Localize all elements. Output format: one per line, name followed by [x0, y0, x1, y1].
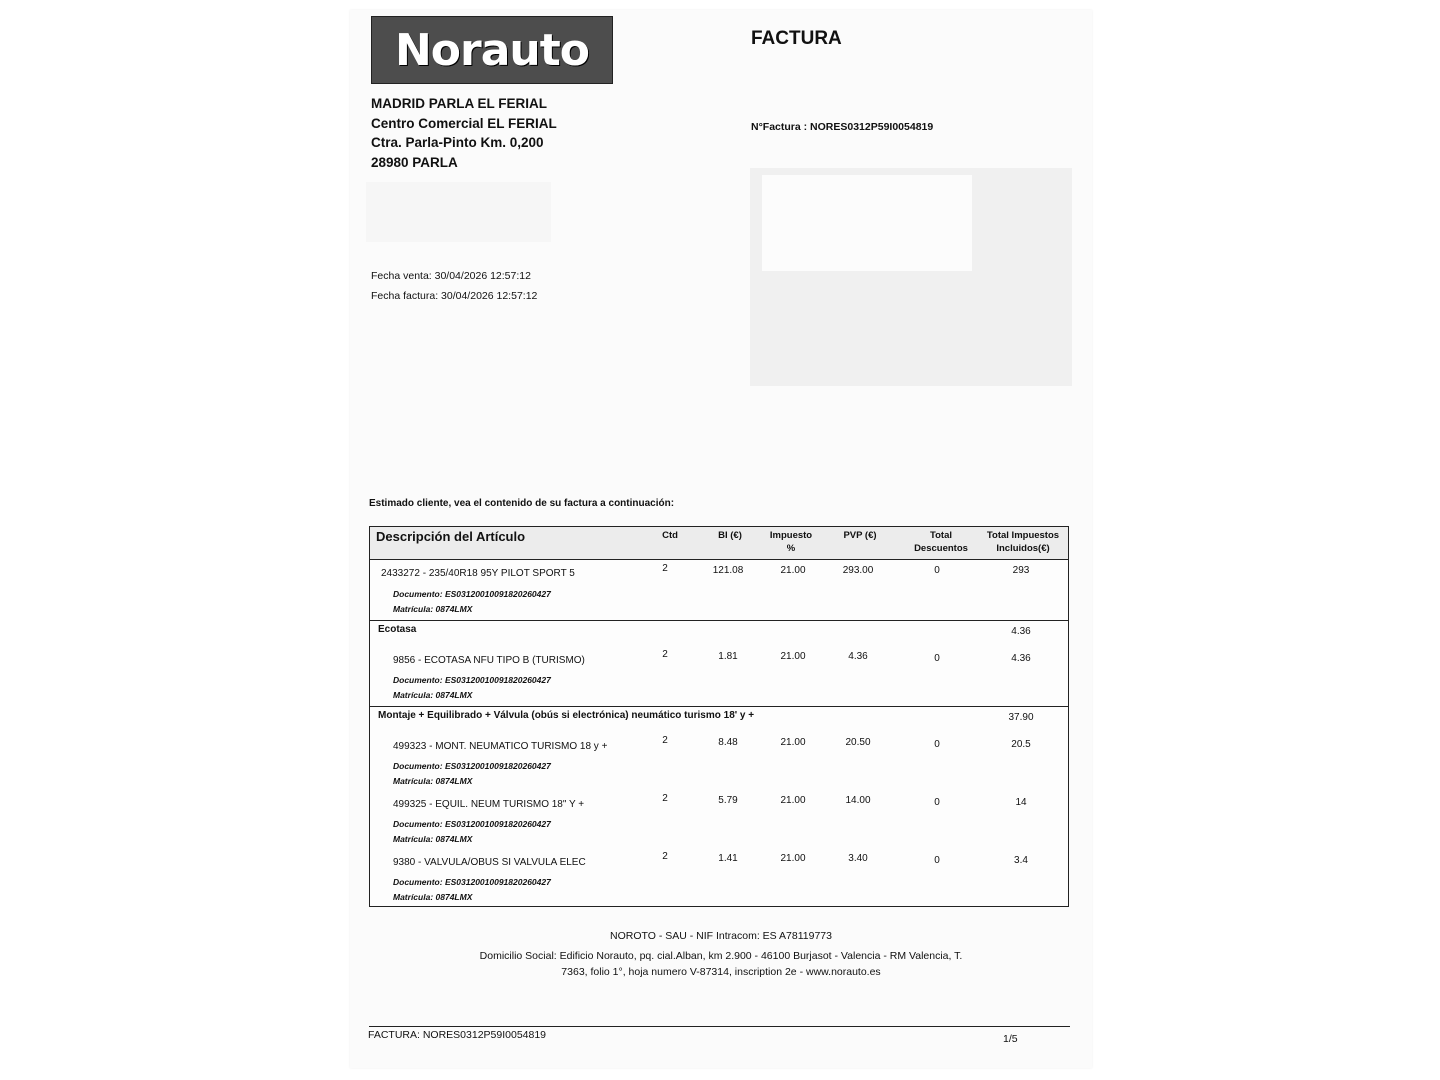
item-matricula: Matrícula: 0874LMX — [393, 776, 473, 786]
item-documento: Documento: ES03120010091820260427 — [393, 589, 551, 599]
table-header — [370, 527, 1068, 560]
item-pvp: 20.50 — [845, 737, 871, 748]
footer-company: NOROTO - SAU - NIF Intracom: ES A78119773 — [610, 930, 832, 942]
item-description: 2433272 - 235/40R18 95Y PILOT SPORT 5 — [381, 568, 575, 579]
item-matricula: Matrícula: 0874LMX — [393, 604, 473, 614]
footer-divider — [369, 1026, 1070, 1027]
item-discount: 0 — [934, 797, 940, 808]
item-total: 3.4 — [1014, 855, 1028, 866]
redacted-customer-text — [762, 175, 972, 271]
store-mall: Centro Comercial EL FERIAL — [371, 115, 557, 131]
item-qty: 2 — [662, 793, 668, 804]
item-documento: Documento: ES03120010091820260427 — [393, 819, 551, 829]
item-total: 4.36 — [1011, 653, 1031, 664]
item-matricula: Matrícula: 0874LMX — [393, 690, 473, 700]
page-number: 1/5 — [1003, 1033, 1018, 1045]
item-description: 9380 - VALVULA/OBUS SI VALVULA ELEC — [393, 857, 586, 868]
group-total-montaje: 37.90 — [1008, 712, 1034, 723]
item-matricula: Matrícula: 0874LMX — [393, 834, 473, 844]
item-qty: 2 — [662, 735, 668, 746]
intro-text: Estimado cliente, vea el contenido de su factura a continuación: — [369, 498, 675, 509]
item-total: 20.5 — [1011, 739, 1031, 750]
store-road: Ctra. Parla-Pinto Km. 0,200 — [371, 135, 544, 150]
header-tax-line1: Impuesto — [769, 530, 813, 541]
header-pvp: PVP (€) — [843, 530, 877, 541]
item-tax: 21.00 — [780, 651, 806, 662]
item-tax: 21.00 — [780, 795, 806, 806]
item-qty: 2 — [662, 563, 668, 574]
document-title: FACTURA — [751, 28, 842, 49]
header-tax-line2: % — [786, 543, 796, 554]
item-documento: Documento: ES03120010091820260427 — [393, 877, 551, 887]
norauto-logo — [371, 16, 613, 84]
item-total: 14 — [1015, 797, 1027, 808]
invoice-date: Fecha factura: 30/04/2026 12:57:12 — [371, 290, 538, 302]
invoice-page — [350, 10, 1092, 1068]
item-matricula: Matrícula: 0874LMX — [393, 892, 473, 902]
item-description: 499325 - EQUIL. NEUM TURISMO 18" Y + — [393, 799, 585, 810]
header-qty: Ctd — [662, 530, 678, 541]
item-discount: 0 — [934, 565, 940, 576]
item-discount: 0 — [934, 855, 940, 866]
item-description: 9856 - ECOTASA NFU TIPO B (TURISMO) — [393, 655, 585, 666]
item-pvp: 4.36 — [848, 651, 868, 662]
item-tax: 21.00 — [780, 565, 806, 576]
item-bi: 5.79 — [718, 795, 738, 806]
header-total — [980, 529, 1066, 555]
footer-invoice-ref: FACTURA: NORES0312P59I0054819 — [368, 1029, 547, 1041]
row-separator — [370, 706, 1068, 707]
header-total-line2: Incluidos(€) — [996, 543, 1050, 554]
group-title-montaje: Montaje + Equilibrado + Válvula (obús si electrónica) neumático turismo 18' y + — [378, 710, 755, 721]
invoice-number: N°Factura : NORES0312P59I0054819 — [751, 121, 934, 133]
items-table — [369, 526, 1069, 907]
item-bi: 8.48 — [718, 737, 738, 748]
redacted-store-info — [366, 182, 551, 242]
row-separator — [370, 620, 1068, 621]
item-qty: 2 — [662, 851, 668, 862]
group-total-ecotasa: 4.36 — [1011, 626, 1031, 637]
store-city: 28980 PARLA — [371, 154, 458, 170]
item-pvp: 293.00 — [842, 565, 874, 576]
item-bi: 1.81 — [718, 651, 738, 662]
header-description: Descripción del Artículo — [376, 529, 526, 544]
item-description: 499323 - MONT. NEUMATICO TURISMO 18 y + — [393, 741, 608, 752]
item-tax: 21.00 — [780, 853, 806, 864]
header-discounts-line2: Descuentos — [914, 543, 968, 554]
store-name: MADRID PARLA EL FERIAL — [371, 96, 547, 111]
item-documento: Documento: ES03120010091820260427 — [393, 675, 551, 685]
item-discount: 0 — [934, 653, 940, 664]
item-discount: 0 — [934, 739, 940, 750]
item-documento: Documento: ES03120010091820260427 — [393, 761, 551, 771]
group-title-ecotasa: Ecotasa — [378, 624, 417, 635]
item-pvp: 14.00 — [845, 795, 871, 806]
item-total: 293 — [1012, 565, 1030, 576]
logo-text: Norauto — [394, 24, 590, 76]
footer-address-line2: 7363, folio 1°, hoja numero V-87314, inscription 2e - www.norauto.es — [561, 966, 881, 978]
header-total-line1: Total Impuestos — [986, 530, 1060, 541]
footer-address-line1: Domicilio Social: Edificio Norauto, pq. cial.Alban, km 2.900 - 46100 Burjasot - Valencia - RM Valencia, T. — [479, 950, 963, 962]
item-pvp: 3.40 — [848, 853, 868, 864]
header-tax — [760, 529, 822, 555]
item-bi: 121.08 — [712, 565, 744, 576]
header-discounts-line1: Total — [930, 530, 952, 541]
item-tax: 21.00 — [780, 737, 806, 748]
dates-block — [371, 266, 537, 306]
sale-date: Fecha venta: 30/04/2026 12:57:12 — [371, 270, 531, 282]
store-address — [371, 94, 557, 172]
header-discounts — [906, 529, 976, 555]
item-bi: 1.41 — [718, 853, 738, 864]
header-bi: BI (€) — [718, 530, 742, 541]
item-qty: 2 — [662, 649, 668, 660]
